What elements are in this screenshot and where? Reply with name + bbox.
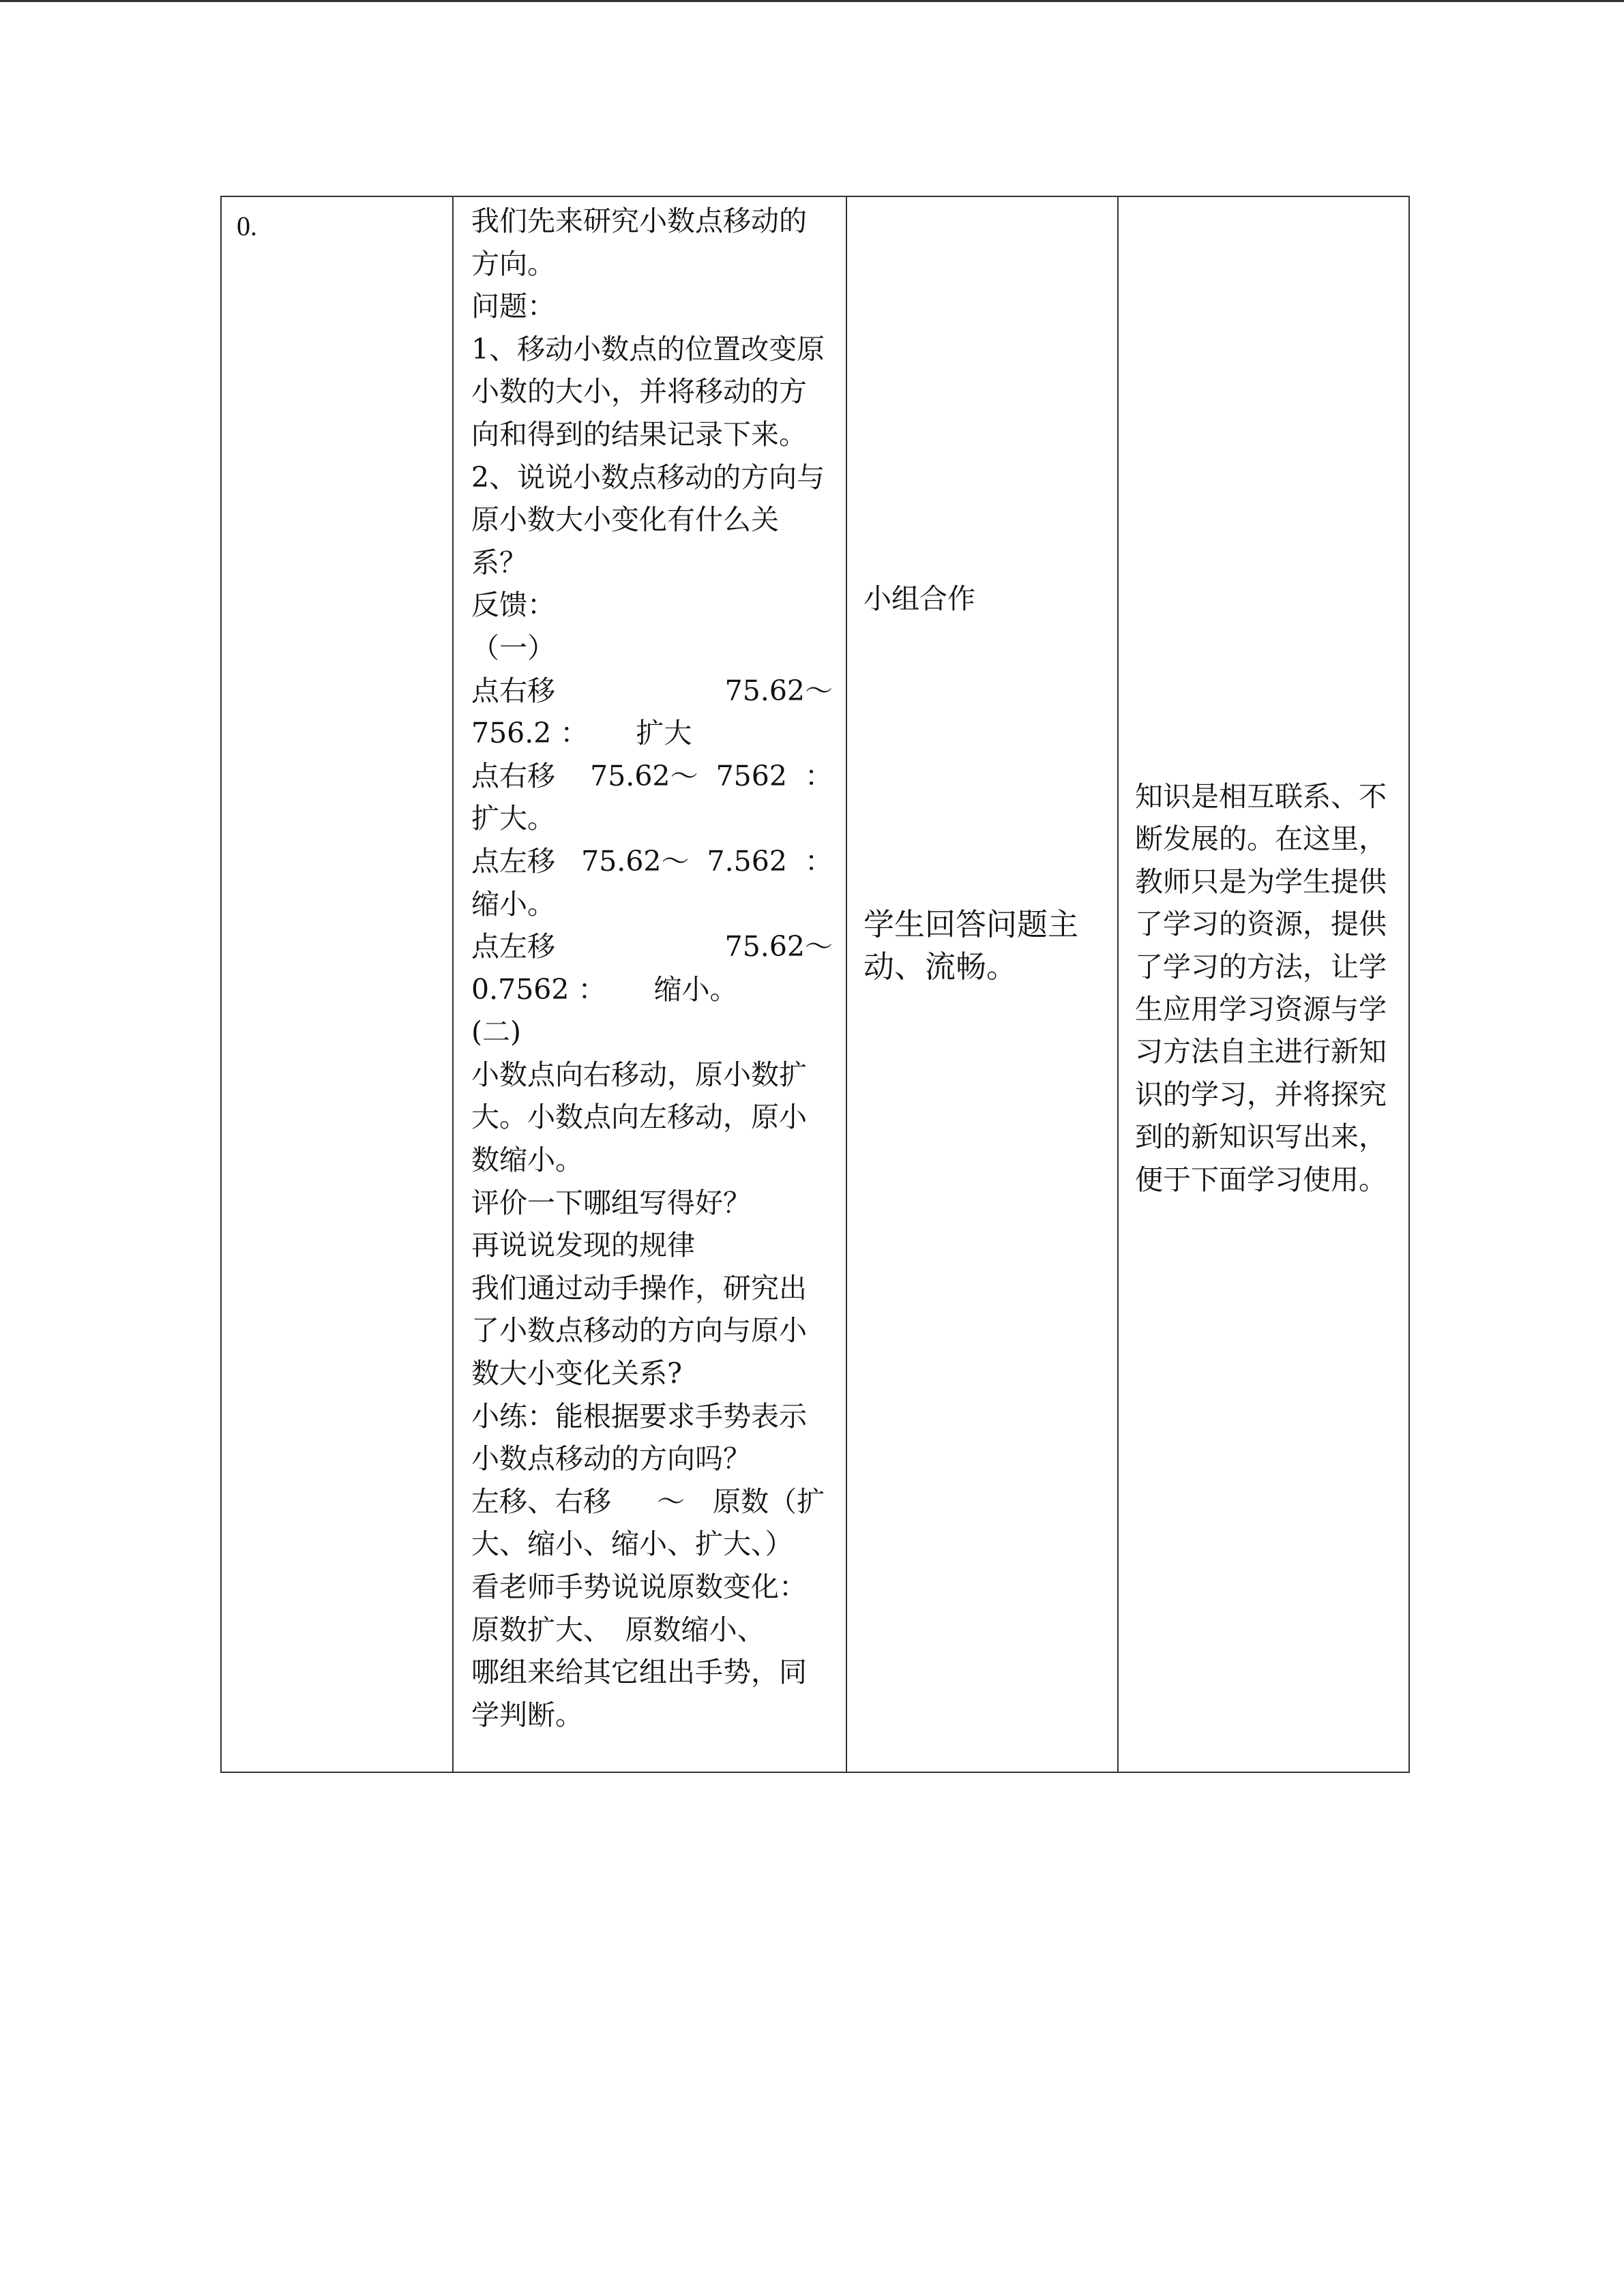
design-intent-line: 习方法自主进行新知 — [1135, 1035, 1387, 1069]
teacher-text-line: 反馈： — [471, 588, 555, 622]
feedback-label: 点右移 — [471, 759, 555, 792]
student-activity-column — [847, 197, 1119, 1772]
feedback-label: 点左移 — [471, 844, 555, 878]
teacher-text-line: 小练：能根据要求手势表示 — [471, 1399, 807, 1433]
teacher-text-line: 大、缩小、缩小、扩大、） — [471, 1527, 793, 1561]
teacher-text-line: 左移、右移 ～ 原数（扩 — [471, 1485, 825, 1518]
design-intent-line: 到的新知识写出来， — [1135, 1120, 1387, 1154]
design-intent-line: 断发展的。在这里， — [1135, 822, 1387, 856]
teacher-text-line: 学判断。 — [471, 1698, 583, 1731]
design-intent-column — [1119, 197, 1408, 1772]
teacher-text-line: 我们通过动手操作，研究出 — [471, 1271, 807, 1304]
feedback-expression: 75.62～ — [724, 930, 833, 964]
teacher-text-line: 评价一下哪组写得好？ — [471, 1186, 751, 1219]
feedback-label: 扩大。 — [471, 802, 555, 835]
teacher-text-line: 小数点移动的方向吗？ — [471, 1442, 751, 1476]
feedback-row — [471, 883, 833, 926]
teacher-activity-column — [454, 197, 847, 1772]
design-intent-line: 知识是相互联系、不 — [1135, 780, 1387, 813]
teacher-text-line: 大。小数点向左移动，原小 — [471, 1101, 807, 1134]
design-intent-line: 便于下面学习使用。 — [1135, 1163, 1387, 1196]
teacher-text-line: 系？ — [471, 546, 527, 579]
teacher-text-line: (二) — [471, 1015, 521, 1049]
design-intent-line: 了学习的方法，让学 — [1135, 950, 1387, 983]
teacher-text-line: （一） — [471, 631, 555, 664]
teacher-text-line: 向和得到的结果记录下来。 — [471, 417, 807, 451]
feedback-label: 缩小。 — [471, 887, 555, 921]
teacher-text-line: 原数扩大、 原数缩小、 — [471, 1613, 765, 1646]
feedback-row — [471, 712, 833, 755]
teacher-text-line: 哪组来给其它组出手势，同 — [471, 1656, 807, 1689]
teacher-text-line: 再说说发现的规律 — [471, 1229, 695, 1262]
teacher-text-line: 问题： — [471, 290, 555, 323]
teacher-text-line: 小数点向右移动，原小数扩 — [471, 1058, 807, 1091]
feedback-label: 点左移 — [471, 930, 555, 964]
feedback-expression: 75.62～ — [724, 674, 833, 707]
design-intent-text — [1135, 775, 1404, 1201]
step-number: 0. — [237, 211, 257, 241]
feedback-expression: 75.62～ 7.562 ： — [581, 844, 833, 878]
design-intent-line: 教师只是为学生提供 — [1135, 865, 1387, 898]
feedback-label: 756.2 ： — [471, 717, 589, 750]
step-column — [222, 197, 454, 1772]
design-intent-line: 生应用学习资源与学 — [1135, 992, 1387, 1026]
teacher-text-line: 小数的大小，并将移动的方 — [471, 375, 807, 408]
feedback-expression: 缩小。 — [653, 972, 738, 1006]
feedback-row — [471, 968, 833, 1011]
teacher-text-line: 了小数点移动的方向与原小 — [471, 1314, 807, 1347]
page-top-border — [0, 0, 1624, 2]
feedback-label: 点右移 — [471, 674, 555, 707]
feedback-row — [471, 797, 833, 840]
teacher-activity-text — [471, 200, 833, 1736]
feedback-row — [471, 925, 833, 968]
student-answer-text: 学生回答问题主动、流畅。 — [863, 906, 1079, 985]
teacher-text-line: 我们先来研究小数点移动的 — [471, 205, 807, 237]
teacher-text-line: 1、移动小数点的位置改变原 — [471, 332, 825, 366]
design-intent-line: 识的学习，并将探究 — [1135, 1077, 1387, 1111]
lesson-table — [220, 196, 1410, 1773]
teacher-text-line: 2、说说小数点移动的方向与 — [471, 460, 825, 494]
feedback-label: 0.7562 ： — [471, 972, 606, 1006]
design-intent-line: 了学习的资源，提供 — [1135, 908, 1387, 941]
teacher-text-line: 原小数大小变化有什么关 — [471, 503, 779, 537]
feedback-row — [471, 840, 833, 883]
feedback-expression: 75.62～ 7562 ： — [590, 759, 833, 792]
student-group-work: 小组合作 — [863, 582, 975, 615]
teacher-text-line: 看老师手势说说原数变化： — [471, 1570, 807, 1603]
feedback-row — [471, 755, 833, 798]
teacher-text-line: 数缩小。 — [471, 1144, 583, 1177]
feedback-row — [471, 670, 833, 713]
feedback-expression: 扩大 — [636, 717, 692, 750]
teacher-text-line: 方向。 — [471, 247, 555, 280]
teacher-text-line: 数大小变化关系? — [471, 1357, 682, 1390]
